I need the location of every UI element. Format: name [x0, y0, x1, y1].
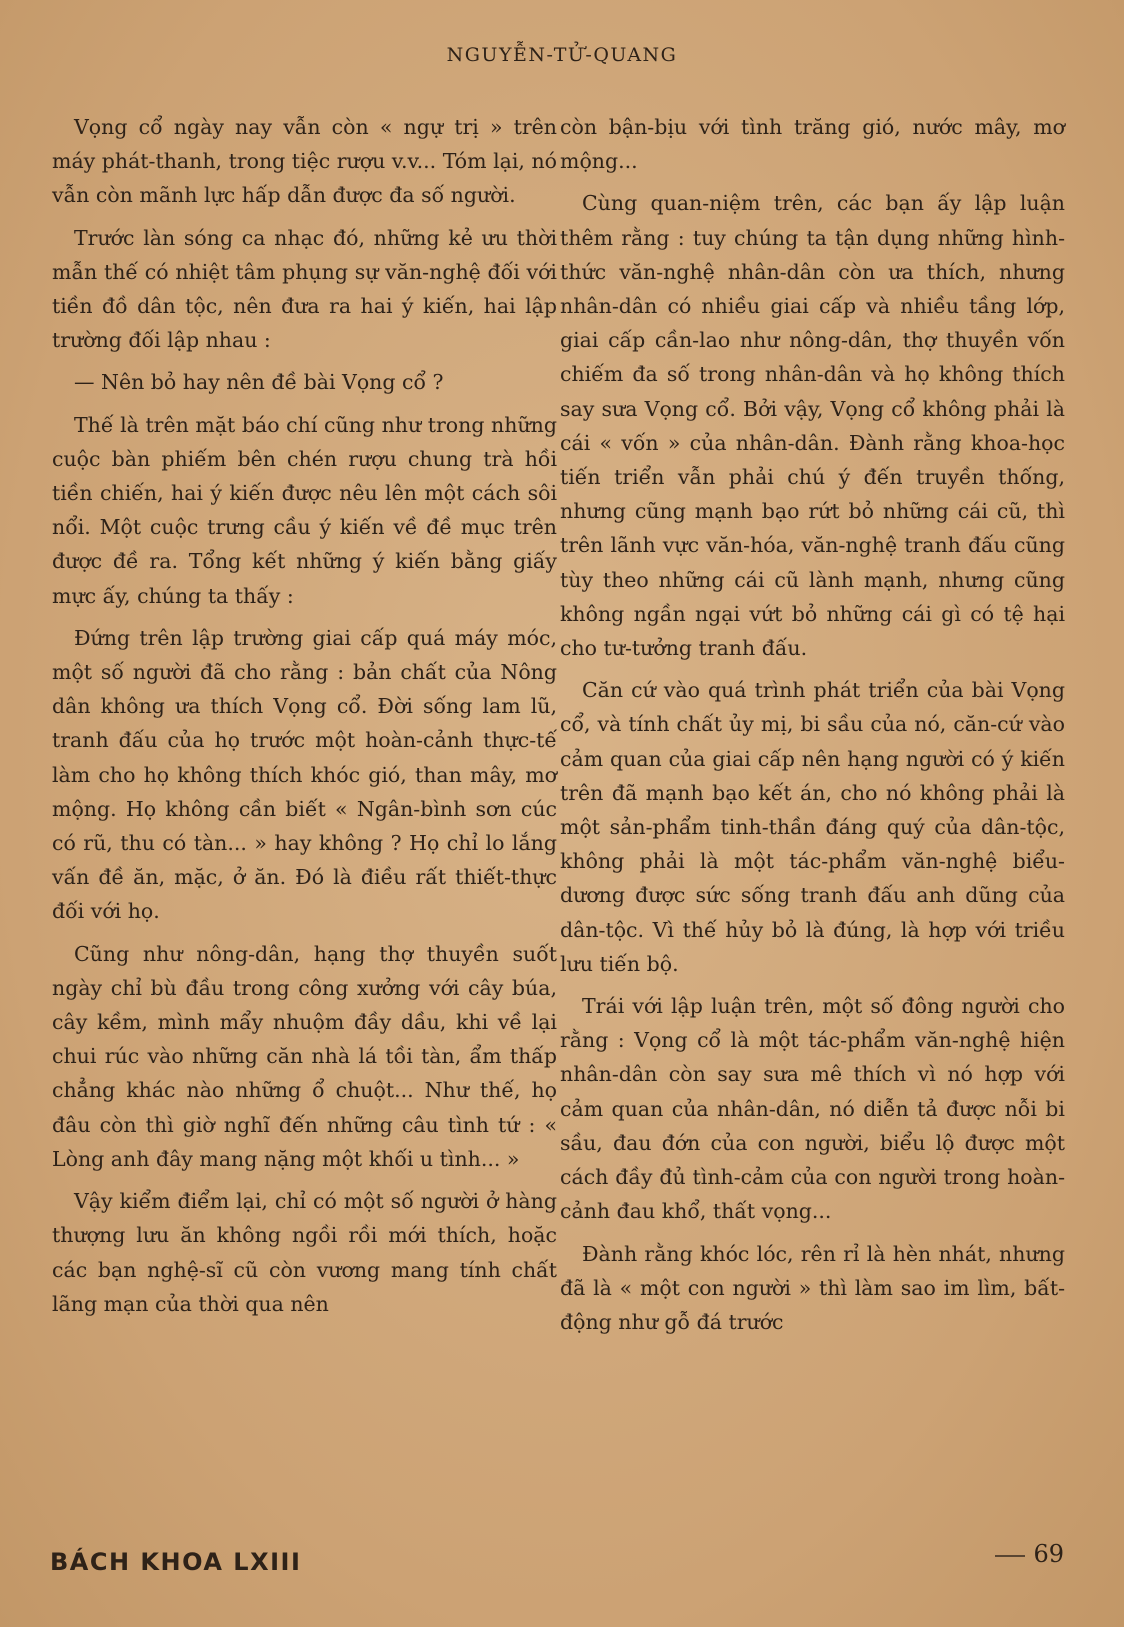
paragraph: còn bận-bịu với tình trăng gió, nước mây, mơ mộng... — [560, 115, 1065, 174]
page-number: 69 — [1033, 1540, 1064, 1568]
paragraph: Cùng quan-niệm trên, các bạn ấy lập luận thêm rằng : tuy chúng ta tận dụng những hình-thức văn-nghệ nhân-dân còn ưa thích, nhưng nhân-dân có nhiều giai cấp và nhiều tầng lớp, giai cấp cần-lao như nông-dân, thợ thuyền vốn chiếm đa số trong nhân-dân và họ không thích say sưa Vọng cổ. Bởi vậy, Vọng cổ không phải là cái « vốn » của nhân-dân. Đành rằng khoa-học tiến triển vẫn phải chú ý đến truyền thống, nhưng cũng mạnh bạo rứt bỏ những cái cũ, thì trên lãnh vực văn-hóa, văn-nghệ tranh đấu cũng tùy theo những cái cũ lành mạnh, nhưng cũng không ngần ngại vứt bỏ những cái gì có tệ hại cho tư-tưởng tranh đấu. — [560, 191, 1065, 661]
paragraph: Đành rằng khóc lóc, rên rỉ là hèn nhát, nhưng đã là « một con người » thì làm sao im lìm, bất-động như gỗ đá trước — [560, 1241, 1065, 1334]
page-header-author: NGUYỄN-TỬ-QUANG — [446, 44, 678, 66]
paragraph: Thế là trên mặt báo chí cũng như trong những cuộc bàn phiếm bên chén rượu chung trà hồi tiền chiến, hai ý kiến được nêu lên một cách sôi nổi. Một cuộc trưng cầu ý kiến về đề mục trên được đề ra. Tổng kết những ý kiến bằng giấy mực ấy, chúng ta thấy : — [52, 412, 557, 608]
page-number-block — [995, 1540, 1064, 1568]
paragraph: Đứng trên lập trường giai cấp quá máy móc, một số người đã cho rằng : bản chất của Nông dân không ưa thích Vọng cổ. Đời sống lam lũ, tranh đấu của họ trước một hoàn-cảnh thực-tế làm cho họ không thích khóc gió, than mây, mơ mộng. Họ không cần biết « Ngân-bình sơn cúc có rũ, thu có tàn... » hay không ? Họ chỉ lo lắng vấn đề ăn, mặc, ở ăn. Đó là điều rất thiết-thực đối với họ. — [52, 625, 557, 924]
dash-ornament — [995, 1555, 1025, 1557]
paragraph: Vọng cổ ngày nay vẫn còn « ngự trị » trên máy phát-thanh, trong tiệc rượu v.v... Tóm lại, nó vẫn còn mãnh lực hấp dẫn được đa số người. — [52, 115, 557, 208]
left-column — [52, 110, 557, 1329]
paragraph: — Nên bỏ hay nên đề bài Vọng cổ ? — [74, 370, 444, 395]
paragraph: Trước làn sóng ca nhạc đó, những kẻ ưu thời mẫn thế có nhiệt tâm phụng sự văn-nghệ đối với tiền đồ dân tộc, nên đưa ra hai ý kiến, hai lập trường đối lập nhau : — [52, 225, 557, 353]
paragraph: Căn cứ vào quá trình phát triển của bài Vọng cổ, và tính chất ủy mị, bi sầu của nó, căn-cứ vào cảm quan của giai cấp nên hạng người có ý kiến trên đã mạnh bạo kết án, cho nó không phải là một sản-phẩm tinh-thần đáng quý của dân-tộc, không phải là một tác-phẩm văn-nghệ biểu-dương được sức sống tranh đấu anh dũng của dân-tộc. Vì thế hủy bỏ là đúng, là hợp với triều lưu tiến bộ. — [560, 678, 1065, 976]
right-column — [560, 110, 1065, 1347]
magazine-footer: BÁCH KHOA LXIII — [50, 1548, 302, 1576]
paragraph: Cũng như nông-dân, hạng thợ thuyền suốt ngày chỉ bù đầu trong công xưởng với cây búa, cây kềm, mình mẩy nhuộm đầy dầu, khi về lại chui rúc vào những căn nhà lá tồi tàn, ẩm thấp chẳng khác nào những ổ chuột... Như thế, họ đâu còn thì giờ nghĩ đến những câu tình tứ : « Lòng anh đây mang nặng một khối u tình... » — [52, 941, 557, 1171]
paragraph: Vậy kiểm điểm lại, chỉ có một số người ở hàng thượng lưu ăn không ngồi rồi mới thích, hoặc các bạn nghệ-sĩ cũ còn vương mang tính chất lãng mạn của thời qua nên — [52, 1189, 557, 1316]
paragraph: Trái với lập luận trên, một số đông người cho rằng : Vọng cổ là một tác-phẩm văn-nghệ hiện nhân-dân còn say sưa mê thích vì nó hợp với cảm quan của nhân-dân, nó diễn tả được nỗi bi sầu, đau đớn của con người, biểu lộ được một cách đầy đủ tình-cảm của con người trong hoàn-cảnh đau khổ, thất vọng... — [560, 994, 1065, 1224]
